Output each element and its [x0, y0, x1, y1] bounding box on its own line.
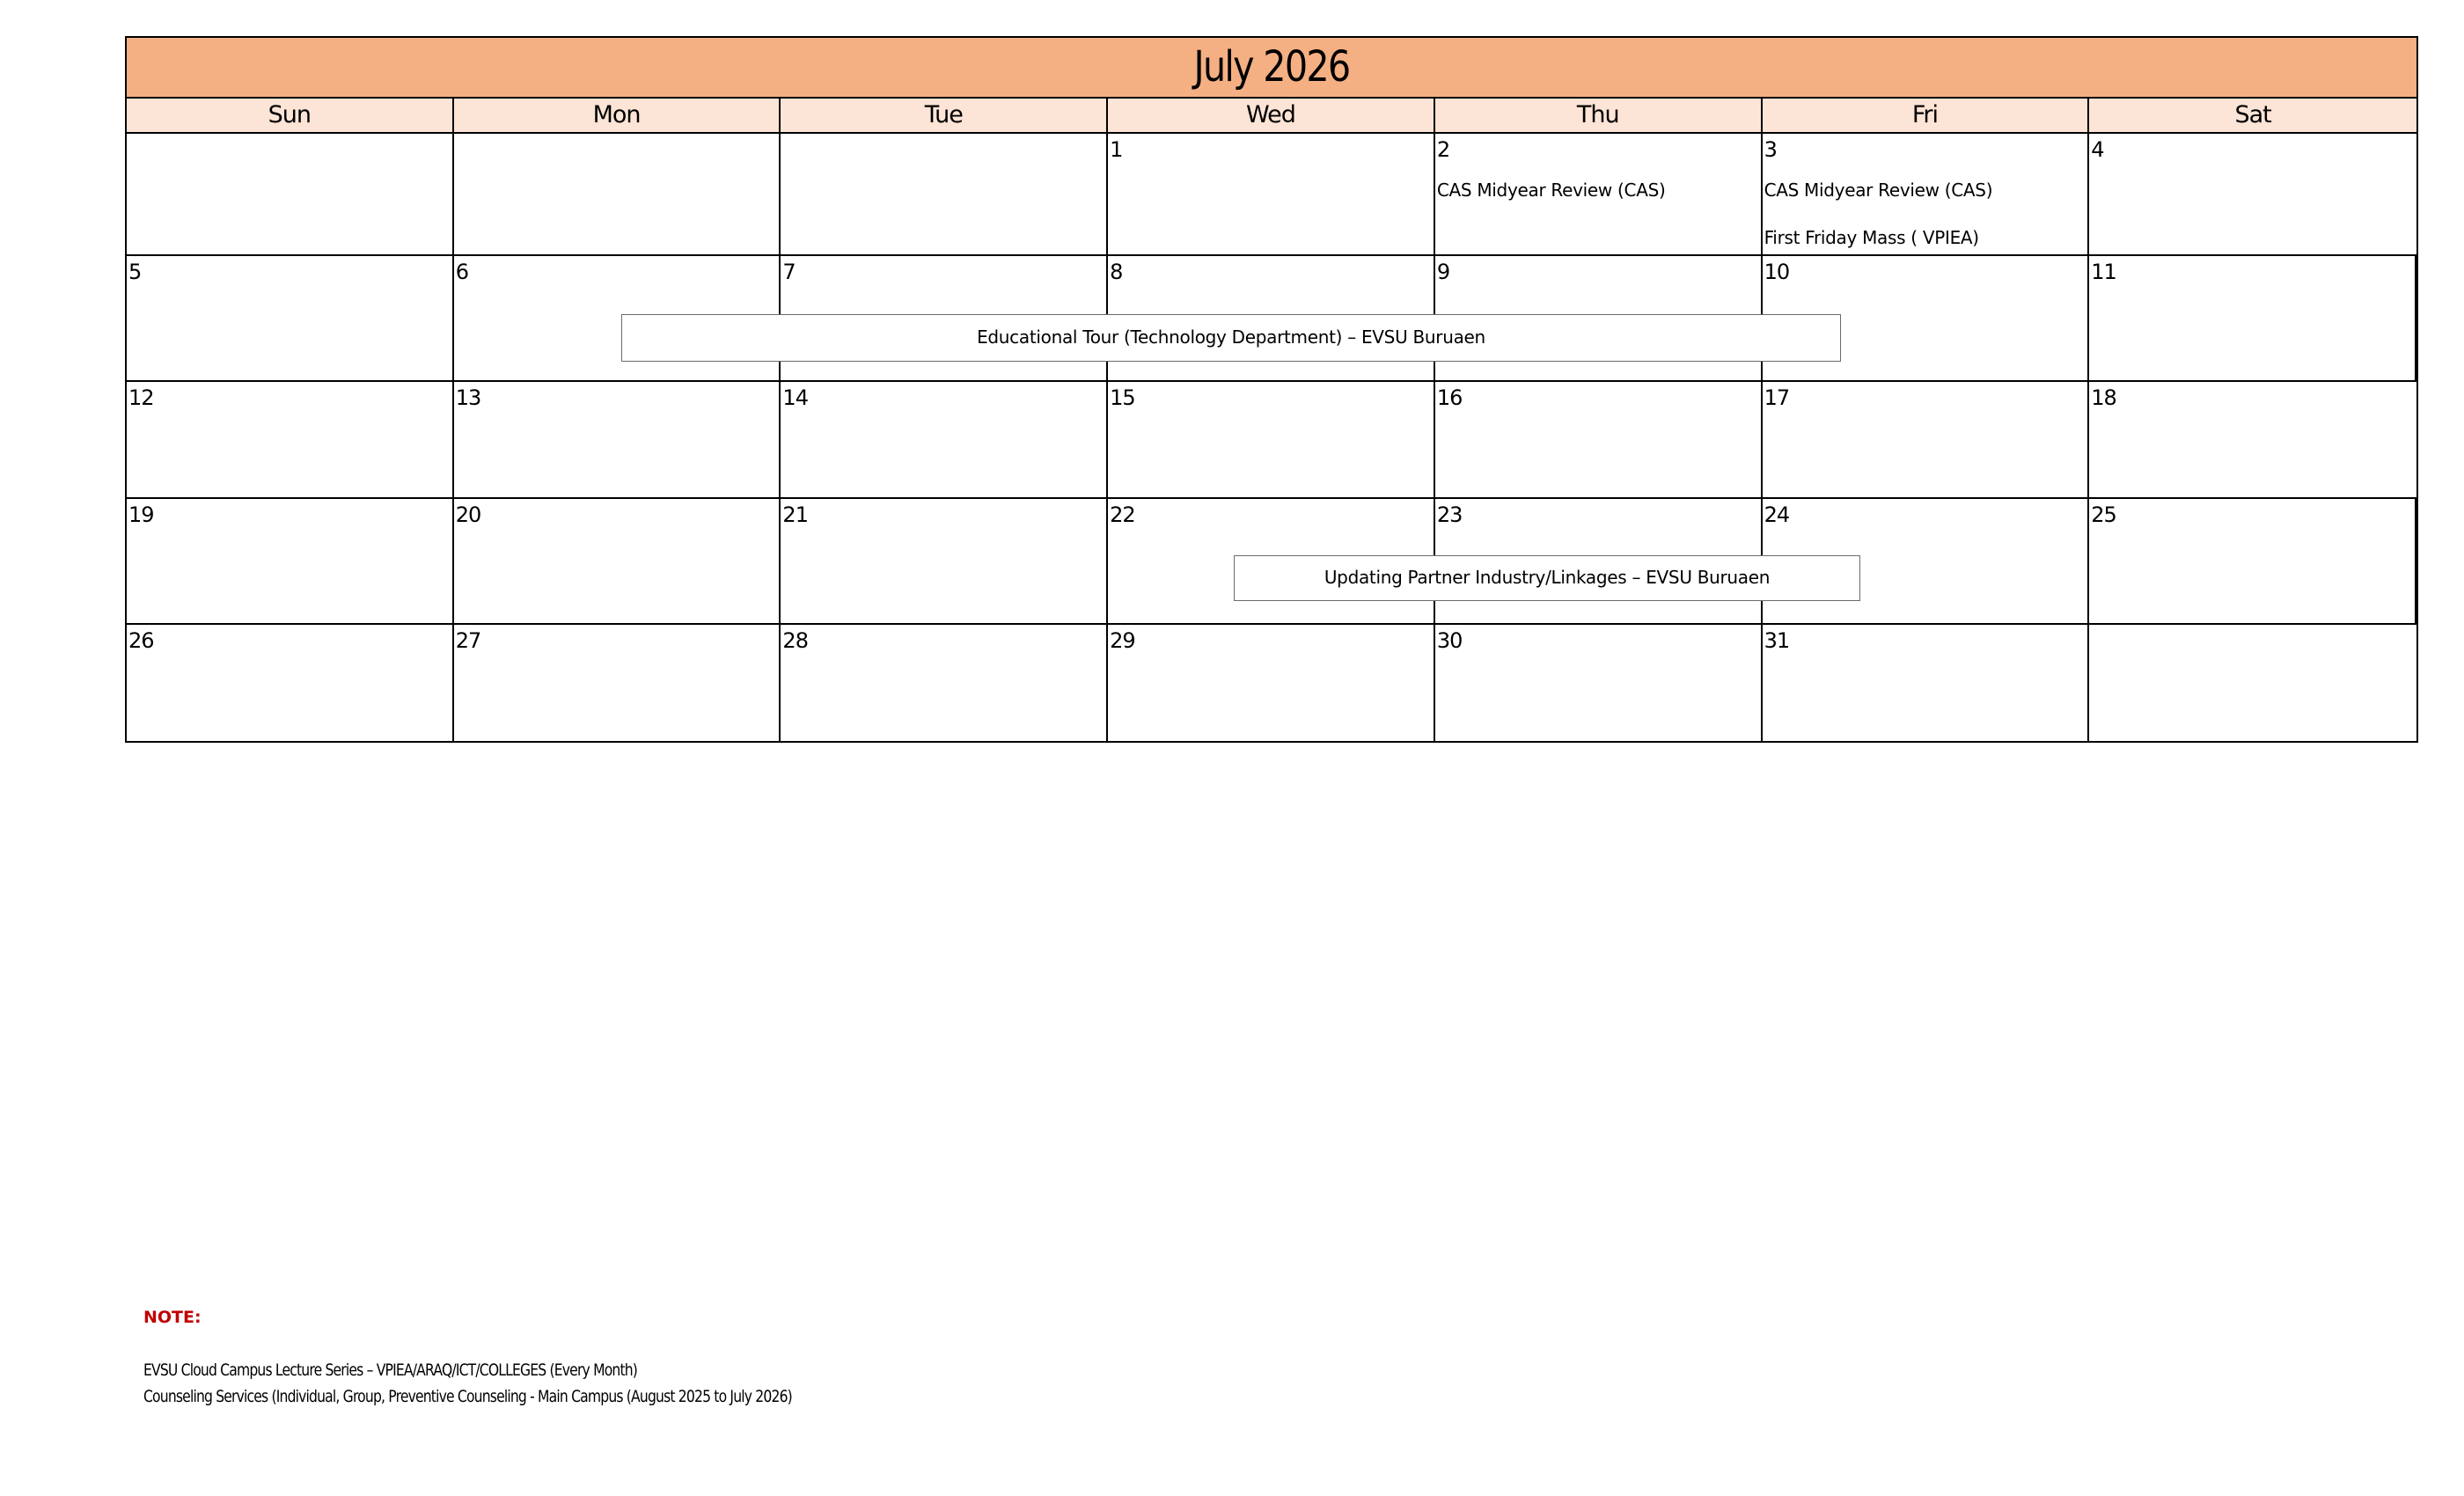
- day-number: 12: [128, 385, 154, 410]
- week-row: [127, 382, 2416, 499]
- day-cell-15[interactable]: [1108, 382, 1435, 497]
- spanning-event[interactable]: Updating Partner Industry/Linkages – EVSU Buruaen: [1234, 555, 1860, 601]
- day-number: 20: [455, 502, 481, 527]
- calendar-grid: [127, 134, 2416, 741]
- day-number: 14: [782, 385, 808, 410]
- note-line: EVSU Cloud Campus Lecture Series – VPIEA/ARAQ/ICT/COLLEGES (Every Month): [143, 1360, 638, 1380]
- day-cell-20[interactable]: [454, 499, 781, 623]
- day-cell-31[interactable]: [1763, 625, 2090, 741]
- day-number: 11: [2091, 260, 2116, 284]
- day-number: 7: [782, 260, 796, 284]
- day-number: 8: [1110, 260, 1123, 284]
- day-number: 9: [1436, 260, 1450, 284]
- day-number: 6: [455, 260, 468, 284]
- weekday-tue: Tue: [781, 99, 1108, 132]
- weekday-thu: Thu: [1435, 99, 1763, 132]
- day-number: 28: [782, 628, 808, 653]
- note-line: Counseling Services (Individual, Group, Preventive Counseling - Main Campus (August 2025 to July 2026): [143, 1387, 792, 1406]
- month-title-bar: [127, 38, 2416, 99]
- day-number: 18: [2091, 385, 2116, 410]
- empty-day-cell[interactable]: [454, 134, 781, 254]
- weekday-fri: Fri: [1763, 99, 2090, 132]
- weekday-wed: Wed: [1108, 99, 1435, 132]
- month-title: July 2026: [287, 38, 2256, 97]
- spanning-event[interactable]: Educational Tour (Technology Department) – EVSU Buruaen: [621, 314, 1841, 362]
- day-cell-4[interactable]: [2089, 134, 2416, 254]
- day-number: 22: [1110, 502, 1135, 527]
- weekday-mon: Mon: [454, 99, 781, 132]
- day-cell-2[interactable]: [1435, 134, 1763, 254]
- calendar: [125, 36, 2418, 743]
- day-cell-30[interactable]: [1435, 625, 1763, 741]
- day-number: 5: [128, 260, 142, 284]
- day-cell-27[interactable]: [454, 625, 781, 741]
- day-number: 13: [455, 385, 481, 410]
- day-number: 25: [2091, 502, 2116, 527]
- day-cell-21[interactable]: [781, 499, 1108, 623]
- weekday-sat: Sat: [2234, 101, 2271, 128]
- day-cell-29[interactable]: [1108, 625, 1435, 741]
- day-cell-28[interactable]: [781, 625, 1108, 741]
- week-row: [127, 499, 2416, 625]
- day-cell-3[interactable]: [1763, 134, 2090, 254]
- day-number: 26: [128, 628, 154, 653]
- day-number: 23: [1436, 502, 1463, 527]
- day-number: 27: [455, 628, 481, 653]
- day-cell-17[interactable]: [1763, 382, 2090, 497]
- day-number: 2: [1436, 137, 1450, 162]
- day-number: 29: [1110, 628, 1135, 653]
- day-number: 3: [1764, 137, 1777, 162]
- weekday-sun: Sun: [127, 99, 454, 132]
- day-cell-12[interactable]: [127, 382, 454, 497]
- week-row: [127, 256, 2416, 382]
- day-number: 15: [1110, 385, 1135, 410]
- note-heading: NOTE:: [143, 1308, 202, 1327]
- week-row: [127, 625, 2416, 741]
- day-cell-25[interactable]: [2089, 499, 2416, 623]
- day-cell-14[interactable]: [781, 382, 1108, 497]
- day-cell-26[interactable]: [127, 625, 454, 741]
- day-cell-16[interactable]: [1435, 382, 1763, 497]
- day-number: 19: [128, 502, 154, 527]
- day-number: 21: [782, 502, 808, 527]
- empty-day-cell[interactable]: [2089, 625, 2416, 741]
- day-number: 31: [1764, 628, 1790, 653]
- day-number: 4: [2091, 137, 2104, 162]
- calendar-event[interactable]: First Friday Mass ( VPIEA): [1764, 227, 1979, 248]
- calendar-event[interactable]: CAS Midyear Review (CAS): [1764, 180, 1993, 201]
- day-number: 24: [1764, 502, 1790, 527]
- week-row: [127, 134, 2416, 256]
- day-cell-5[interactable]: [127, 256, 454, 380]
- day-number: 30: [1436, 628, 1463, 653]
- calendar-event[interactable]: CAS Midyear Review (CAS): [1436, 180, 1666, 201]
- day-cell-1[interactable]: [1108, 134, 1435, 254]
- day-number: 1: [1110, 137, 1123, 162]
- day-cell-19[interactable]: [127, 499, 454, 623]
- day-cell-13[interactable]: [454, 382, 781, 497]
- day-cell-18[interactable]: [2089, 382, 2416, 497]
- day-number: 10: [1764, 260, 1790, 284]
- day-number: 16: [1436, 385, 1463, 410]
- day-number: 17: [1764, 385, 1790, 410]
- empty-day-cell[interactable]: [127, 134, 454, 254]
- day-cell-11[interactable]: [2089, 256, 2416, 380]
- notes-section: [143, 1308, 1375, 1410]
- empty-day-cell[interactable]: [781, 134, 1108, 254]
- weekday-header: [127, 99, 2416, 134]
